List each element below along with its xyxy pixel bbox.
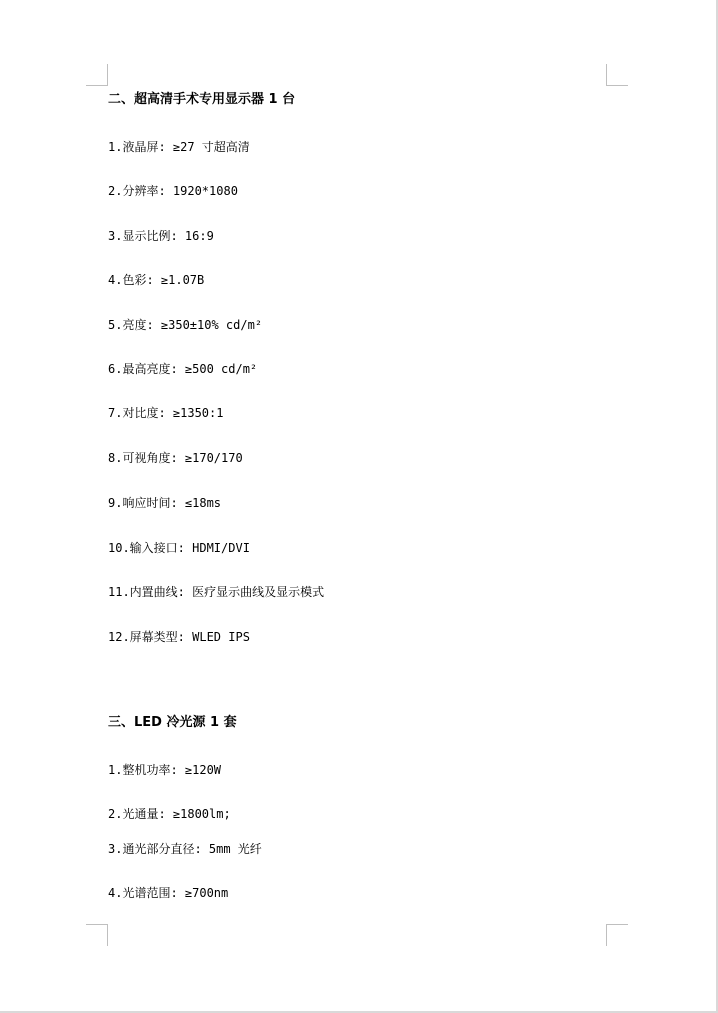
spec-item: 9.响应时间: ≤18ms [108, 496, 222, 510]
spec-item: 2.光通量: ≥1800lm; [108, 807, 231, 821]
spec-item: 8.可视角度: ≥170/170 [108, 451, 243, 465]
spec-item: 10.输入接口: HDMI/DVI [108, 541, 250, 555]
section-heading-light-source: 三、LED 冷光源 1 套 [108, 715, 237, 730]
spec-item: 6.最高亮度: ≥500 cd/m² [108, 362, 258, 376]
margin-corner-bottom-left [86, 924, 108, 946]
margin-corner-top-right [606, 64, 628, 86]
spec-item: 1.整机功率: ≥120W [108, 763, 222, 777]
spec-item: 7.对比度: ≥1350:1 [108, 406, 224, 420]
spec-item: 3.显示比例: 16:9 [108, 229, 214, 243]
section-heading-display: 二、超高清手术专用显示器 1 台 [108, 92, 296, 107]
spec-item: 3.通光部分直径: 5mm 光纤 [108, 842, 262, 856]
spec-item: 12.屏幕类型: WLED IPS [108, 630, 250, 644]
spec-item: 5.亮度: ≥350±10% cd/m² [108, 318, 263, 332]
margin-corner-bottom-right [606, 924, 628, 946]
margin-corner-top-left [86, 64, 108, 86]
spec-item: 2.分辨率: 1920*1080 [108, 184, 238, 198]
spec-item: 4.光谱范围: ≥700nm [108, 886, 229, 900]
spec-item: 11.内置曲线: 医疗显示曲线及显示模式 [108, 585, 325, 599]
spec-item: 1.液晶屏: ≥27 寸超高清 [108, 140, 250, 154]
spec-item: 4.色彩: ≥1.07B [108, 273, 205, 287]
